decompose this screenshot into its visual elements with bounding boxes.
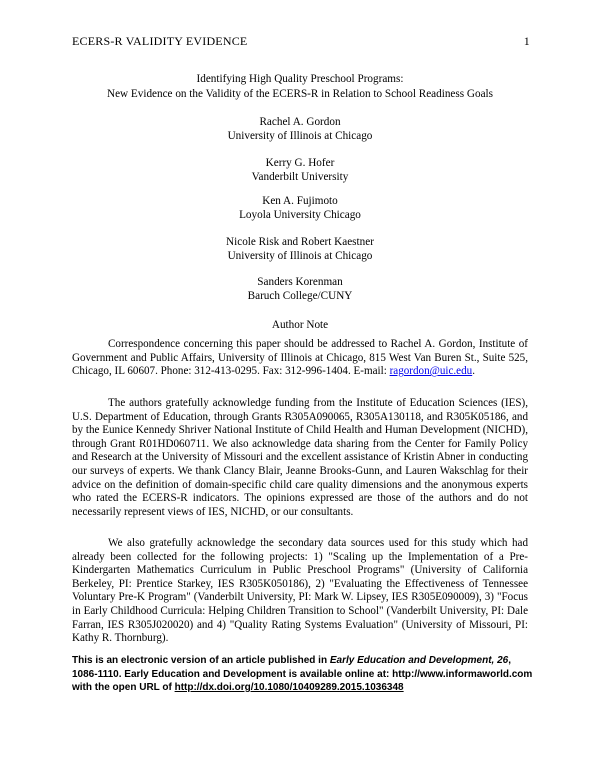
author-affiliation: University of Illinois at Chicago [227, 249, 373, 262]
doi-link[interactable]: http://dx.doi.org/10.1080/10409289.2015.1036348 [174, 682, 404, 693]
author-affiliation: Loyola University Chicago [239, 208, 361, 221]
author-name: Nicole Risk and Robert Kaestner [226, 236, 374, 248]
publication-notice [72, 654, 534, 695]
email-trailer: . [472, 365, 475, 378]
journal-name: Early Education and Development, [329, 655, 495, 666]
email-link[interactable]: ragordon@uic.edu [389, 365, 473, 378]
author-block [72, 116, 528, 143]
author-affiliation: Vanderbilt University [251, 170, 349, 183]
author-name: Rachel A. Gordon [259, 116, 341, 128]
author-affiliation: University of Illinois at Chicago [227, 129, 373, 142]
author-block [72, 236, 528, 263]
funding-paragraph [72, 397, 528, 519]
author-note-heading: Author Note [271, 319, 329, 331]
notice-text-1: This is an electronic version of an article published in [72, 655, 330, 666]
funding-text: The authors gratefully acknowledge funding from the Institute of Education Sciences (IES), U.S. Department of Education, through Grants R305A090065, R305A130118, and R305K05186, and by the Eunice Kennedy Shriver National Institute of Child Health and Human Development (NICHD), through Grant R01HD060711. We also acknowledge data sharing from the Center for Family Policy and Research at the University of Missouri and the excellent assistance of Kristin Abner in conducting our surveys of experts. We thank Clancy Blair, Jeanne Brooks-Gunn, and Lauren Wakschlag for their advice on the definition of domain-specific child care quality dimensions and the anonymous experts who rated the ECERS-R indicators. The opinions expressed are those of the authors and do not necessarily represent views of IES, NICHD, or our consultants. [72, 397, 528, 518]
author-name: Ken A. Fujimoto [262, 195, 338, 207]
paper-title [72, 72, 528, 102]
data-sources-text: We also gratefully acknowledge the secondary data sources used for this study which had already been collected for the following projects: 1) "Scaling up the Implementation of a Pre-Kindergarten Mathematics Curriculum in Public Preschool Programs" (University of California Berkeley, PI: Prentice Starkey, IES R305K050186), 2) "Evaluating the Effectiveness of Tennessee Voluntary Pre-K Program" (Vanderbilt University, PI: Mark W. Lipsey, IES R305E090009), 3) "Focus in Early Childhood Curricula: Helping Children Transition to School" (Vanderbilt University, PI: Dale Farran, IES R305J020020) and 4) "Quality Rating Systems Evaluation" (University of Missouri, PI: Kathy R. Thornburg). [72, 537, 528, 645]
page-number: 1 [523, 34, 530, 48]
journal-volume: 26 [497, 655, 509, 666]
correspondence-paragraph [72, 338, 528, 379]
author-block [72, 276, 528, 303]
author-block [72, 195, 528, 222]
correspondence-text: Correspondence concerning this paper should be addressed to Rachel A. Gordon, Institute of Government and Public Affairs, University of Illinois at Chicago, 815 West Van Buren St., Suite 525, Chicago, IL 60607. Phone: 312-413-0295. Fax: 312-996-1404. E-mail: [72, 338, 528, 378]
author-affiliation: Baruch College/CUNY [247, 289, 353, 302]
running-head: ECERS-R VALIDITY EVIDENCE [72, 34, 248, 48]
data-sources-paragraph [72, 537, 528, 646]
author-name: Kerry G. Hofer [265, 157, 335, 169]
notice-text-2: , 1086-1110. Early Education and Development is available online at: http://www.informaworld.com with the open URL of [72, 655, 533, 693]
running-header [72, 34, 530, 50]
author-name: Sanders Korenman [257, 276, 343, 288]
author-block [72, 157, 528, 184]
title-line-1: Identifying High Quality Preschool Programs: [196, 73, 404, 85]
title-line-2: New Evidence on the Validity of the ECERS-R in Relation to School Readiness Goals [106, 88, 494, 100]
